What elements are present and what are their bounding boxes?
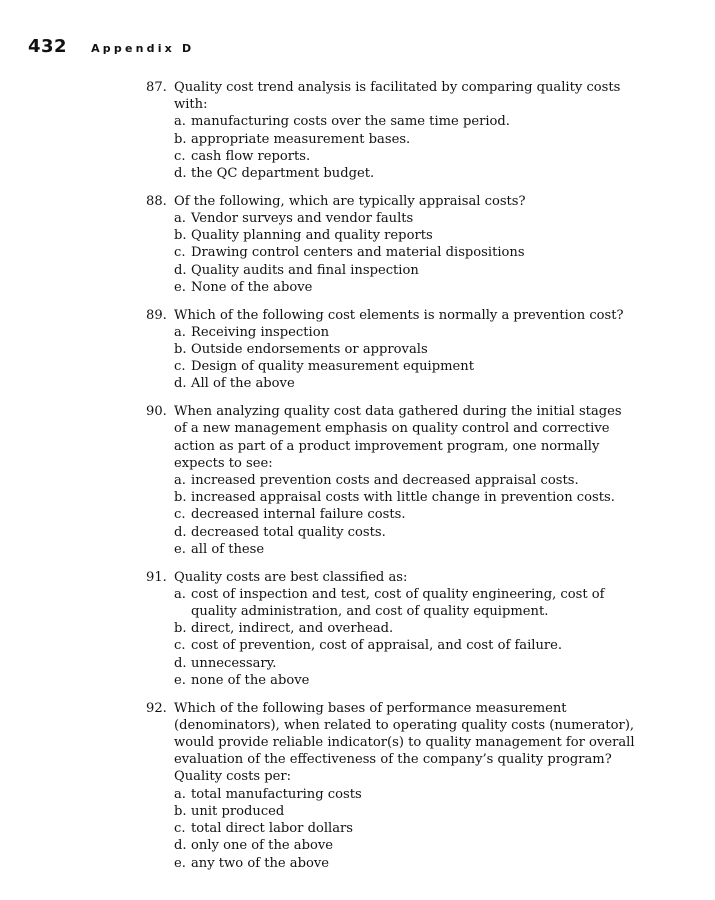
option-text: total manufacturing costs (191, 786, 362, 802)
answer-option (174, 855, 636, 872)
option-letter: a. (174, 786, 186, 802)
option-letter: e. (174, 541, 186, 557)
option-text: cost of prevention, cost of appraisal, and cost of failure. (191, 638, 563, 654)
option-text: total direct labor dollars (191, 821, 354, 837)
question-text: Which of the following cost elements is normally a prevention cost? (174, 307, 624, 323)
answer-option (174, 279, 636, 296)
question-92 (146, 700, 636, 872)
answer-option (174, 672, 636, 689)
question-text: Quality cost trend analysis is facilitated by comparing quality costs with: (174, 80, 621, 113)
option-letter: b. (174, 803, 187, 819)
answer-option (174, 375, 636, 392)
question-91 (146, 569, 636, 689)
option-letter: c. (174, 245, 186, 261)
option-letter: b. (174, 490, 187, 506)
answer-option (174, 472, 636, 489)
option-letter: c. (174, 507, 186, 523)
option-letter: a. (174, 586, 186, 602)
answer-option (174, 227, 636, 244)
answer-option (174, 620, 636, 637)
option-text: any two of the above (191, 855, 330, 871)
answer-option (174, 341, 636, 358)
option-letter: c. (174, 821, 186, 837)
answer-option (174, 131, 636, 148)
option-text: manufacturing costs over the same time period. (191, 114, 510, 130)
answer-option (174, 148, 636, 165)
answer-option (174, 165, 636, 182)
option-text: increased prevention costs and decreased appraisal costs. (191, 473, 579, 489)
answer-option (174, 324, 636, 341)
option-text: Receiving inspection (191, 324, 330, 340)
option-text: Vendor surveys and vendor faults (191, 211, 414, 227)
option-letter: d. (174, 655, 187, 671)
option-letter: a. (174, 324, 186, 340)
option-letter: e. (174, 279, 186, 295)
answer-option (174, 786, 636, 803)
option-text: All of the above (191, 376, 295, 392)
question-text: Of the following, which are typically appraisal costs? (174, 193, 526, 209)
answer-option (174, 637, 636, 654)
option-text: only one of the above (191, 838, 334, 854)
option-text: Design of quality measurement equipment (191, 359, 474, 375)
running-head: Appendix D (91, 42, 195, 55)
question-number: 91. (146, 569, 167, 585)
option-letter: e. (174, 855, 186, 871)
option-letter: d. (174, 166, 187, 182)
answer-option (174, 244, 636, 261)
option-text: increased appraisal costs with little change in prevention costs. (191, 490, 615, 506)
option-text: cost of inspection and test, cost of quality engineering, cost of quality administration, and cost of quality equipment. (191, 586, 605, 620)
answer-option (174, 524, 636, 541)
option-text: Drawing control centers and material dispositions (191, 245, 525, 261)
option-letter: d. (174, 838, 187, 854)
question-number: 89. (146, 307, 167, 323)
option-text: None of the above (191, 279, 313, 295)
answer-option (174, 358, 636, 375)
question-89 (146, 307, 636, 393)
option-text: cash flow reports. (191, 148, 311, 164)
answer-option (174, 506, 636, 523)
option-text: the QC department budget. (191, 166, 375, 182)
option-text: Outside endorsements or approvals (191, 342, 428, 358)
answer-option (174, 820, 636, 837)
question-text: When analyzing quality cost data gathered during the initial stages of a new management emphasis on quality control and corrective action as part of a product improvement program, one normally expects to see: (174, 404, 622, 471)
option-letter: b. (174, 228, 187, 244)
answer-option (174, 489, 636, 506)
option-text: decreased total quality costs. (191, 524, 386, 540)
option-letter: d. (174, 524, 187, 540)
option-text: Quality audits and final inspection (191, 262, 419, 278)
option-letter: c. (174, 638, 186, 654)
question-number: 90. (146, 404, 167, 420)
option-text: unnecessary. (191, 655, 277, 671)
question-number: 87. (146, 80, 167, 95)
question-number: 88. (146, 193, 167, 209)
page-number: 432 (28, 36, 68, 57)
answer-option (174, 803, 636, 820)
option-text: unit produced (191, 803, 285, 819)
option-letter: d. (174, 376, 187, 392)
option-letter: a. (174, 211, 186, 227)
option-text: Quality planning and quality reports (191, 228, 433, 244)
option-letter: c. (174, 148, 186, 164)
question-87 (146, 79, 636, 182)
option-text: none of the above (191, 672, 310, 688)
question-88 (146, 193, 636, 296)
option-letter: b. (174, 621, 187, 637)
answer-option (174, 586, 636, 620)
option-text: direct, indirect, and overhead. (191, 621, 394, 637)
answer-option (174, 655, 636, 672)
answer-option (174, 210, 636, 227)
question-list (146, 79, 636, 882)
option-text: appropriate measurement bases. (191, 131, 411, 147)
answer-option (174, 837, 636, 854)
question-text: Which of the following bases of performance measurement (denominators), when related to operating quality costs (numerator), would provide reliable indicator(s) to quality management for overall evaluation of the effectiveness of the company’s quality program? Quality costs per: (174, 700, 635, 785)
option-text: decreased internal failure costs. (191, 507, 406, 523)
option-letter: a. (174, 473, 186, 489)
question-text: Quality costs are best classified as: (174, 569, 408, 585)
option-text: all of these (191, 541, 265, 557)
question-90 (146, 403, 636, 558)
option-letter: b. (174, 342, 187, 358)
answer-option (174, 262, 636, 279)
page-header (28, 36, 194, 58)
question-number: 92. (146, 700, 167, 716)
option-letter: d. (174, 262, 187, 278)
option-letter: b. (174, 131, 187, 147)
answer-option (174, 113, 636, 130)
option-letter: c. (174, 359, 186, 375)
answer-option (174, 541, 636, 558)
option-letter: e. (174, 672, 186, 688)
option-letter: a. (174, 114, 186, 130)
